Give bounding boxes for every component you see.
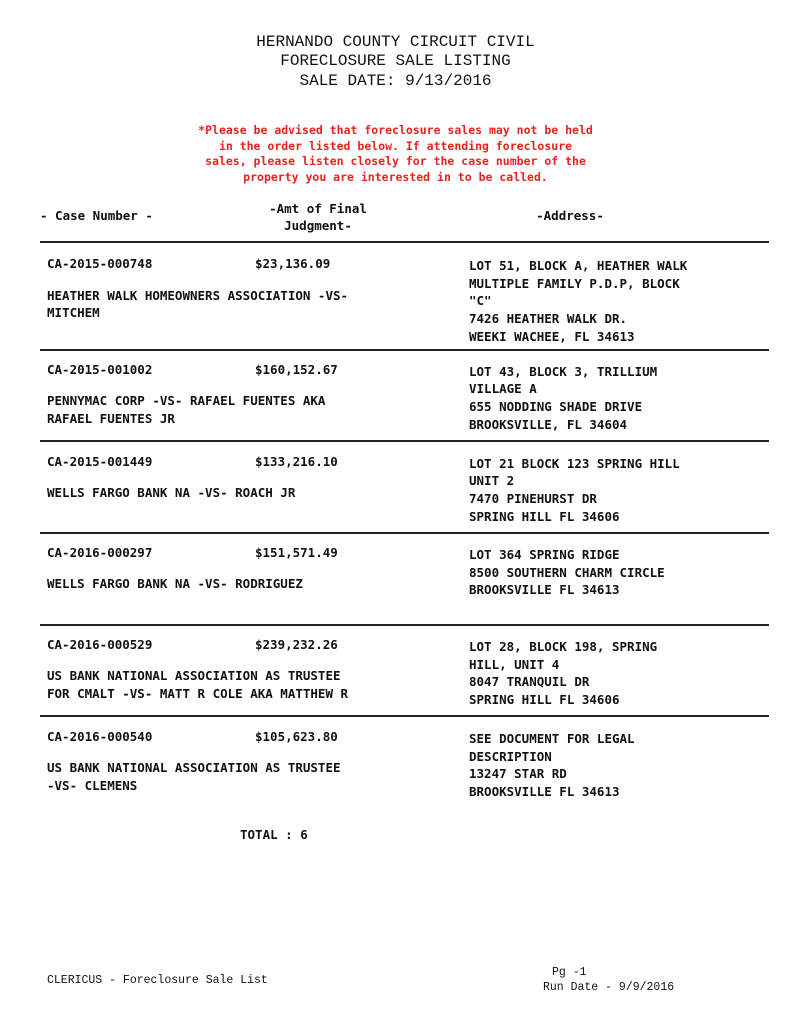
address-line: HILL, UNIT 4 <box>469 657 560 672</box>
address-line: LOT 28, BLOCK 198, SPRING <box>469 639 658 654</box>
notice-line: property you are interested in to be called. <box>243 169 548 184</box>
case-parties-line: WELLS FARGO BANK NA -VS- RODRIGUEZ <box>47 576 303 591</box>
case-number: CA-2016-000297 <box>47 545 153 560</box>
notice-line: in the order listed below. If attending foreclosure <box>218 138 573 153</box>
judgment-amount: $160,152.67 <box>255 362 338 377</box>
case-number: CA-2016-000540 <box>47 729 153 744</box>
total-count: TOTAL : 6 <box>240 827 308 842</box>
address-line: "C" <box>469 293 492 308</box>
run-date: Run Date - 9/9/2016 <box>543 981 675 994</box>
case-parties-line: US BANK NATIONAL ASSOCIATION AS TRUSTEE <box>47 760 341 775</box>
address-line: BROOKSVILLE FL 34613 <box>469 784 620 799</box>
address-line: SEE DOCUMENT FOR LEGAL <box>469 731 635 746</box>
footer-system-label: CLERICUS - Foreclosure Sale List <box>47 974 268 987</box>
row-divider <box>40 532 769 534</box>
address-line: DESCRIPTION <box>469 749 552 764</box>
address-line: LOT 364 SPRING RIDGE <box>469 547 620 562</box>
case-parties-line: HEATHER WALK HOMEOWNERS ASSOCIATION -VS- <box>47 288 349 303</box>
address-line: 655 NODDING SHADE DRIVE <box>469 399 643 414</box>
case-parties-line: RAFAEL FUENTES JR <box>47 411 175 426</box>
address-line: SPRING HILL FL 34606 <box>469 692 620 707</box>
address-line: BROOKSVILLE FL 34613 <box>469 582 620 597</box>
case-parties-line: FOR CMALT -VS- MATT R COLE AKA MATTHEW R <box>47 686 349 701</box>
address-line: 7470 PINEHURST DR <box>469 491 597 506</box>
judgment-amount: $239,232.26 <box>255 637 338 652</box>
address-line: WEEKI WACHEE, FL 34613 <box>469 329 635 344</box>
column-header-address: -Address- <box>536 208 604 223</box>
address-line: VILLAGE A <box>469 381 537 396</box>
row-divider <box>40 440 769 442</box>
sale-date: SALE DATE: 9/13/2016 <box>299 72 492 90</box>
address-line: 7426 HEATHER WALK DR. <box>469 311 628 326</box>
row-divider <box>40 715 769 717</box>
address-line: 13247 STAR RD <box>469 766 567 781</box>
judgment-amount: $105,623.80 <box>255 729 338 744</box>
case-parties-line: MITCHEM <box>47 305 100 320</box>
case-parties-line: PENNYMAC CORP -VS- RAFAEL FUENTES AKA <box>47 393 326 408</box>
judgment-amount: $23,136.09 <box>255 256 331 271</box>
address-line: SPRING HILL FL 34606 <box>469 509 620 524</box>
judgment-amount: $133,216.10 <box>255 454 338 469</box>
address-line: LOT 43, BLOCK 3, TRILLIUM <box>469 364 658 379</box>
address-line: LOT 51, BLOCK A, HEATHER WALK <box>469 258 688 273</box>
address-line: UNIT 2 <box>469 473 515 488</box>
case-parties-line: -VS- CLEMENS <box>47 778 138 793</box>
row-divider <box>40 624 769 626</box>
report-title: HERNANDO COUNTY CIRCUIT CIVIL <box>256 33 535 51</box>
header-divider <box>40 241 769 243</box>
row-divider <box>40 349 769 351</box>
address-line: 8500 SOUTHERN CHARM CIRCLE <box>469 565 665 580</box>
case-number: CA-2015-001002 <box>47 362 153 377</box>
address-line: LOT 21 BLOCK 123 SPRING HILL <box>469 456 680 471</box>
notice-line: *Please be advised that foreclosure sales may not be held <box>198 123 593 137</box>
advisory-notice <box>0 123 791 185</box>
address-line: MULTIPLE FAMILY P.D.P, BLOCK <box>469 276 680 291</box>
column-header-case: - Case Number - <box>40 208 153 223</box>
case-parties-line: WELLS FARGO BANK NA -VS- ROACH JR <box>47 485 296 500</box>
address-line: BROOKSVILLE, FL 34604 <box>469 417 628 432</box>
notice-line: sales, please listen closely for the case number of the <box>205 154 586 168</box>
case-number: CA-2016-000529 <box>47 637 153 652</box>
judgment-amount: $151,571.49 <box>255 545 338 560</box>
report-subtitle: FORECLOSURE SALE LISTING <box>280 52 511 70</box>
case-parties-line: US BANK NATIONAL ASSOCIATION AS TRUSTEE <box>47 668 341 683</box>
column-header-amount-line: Judgment- <box>284 218 352 233</box>
column-header-amount <box>248 200 388 234</box>
address-line: 8047 TRANQUIL DR <box>469 674 590 689</box>
case-number: CA-2015-001449 <box>47 454 153 469</box>
case-number: CA-2015-000748 <box>47 256 153 271</box>
page-number: Pg -1 <box>552 966 587 979</box>
column-header-amount-line: -Amt of Final <box>269 201 367 216</box>
